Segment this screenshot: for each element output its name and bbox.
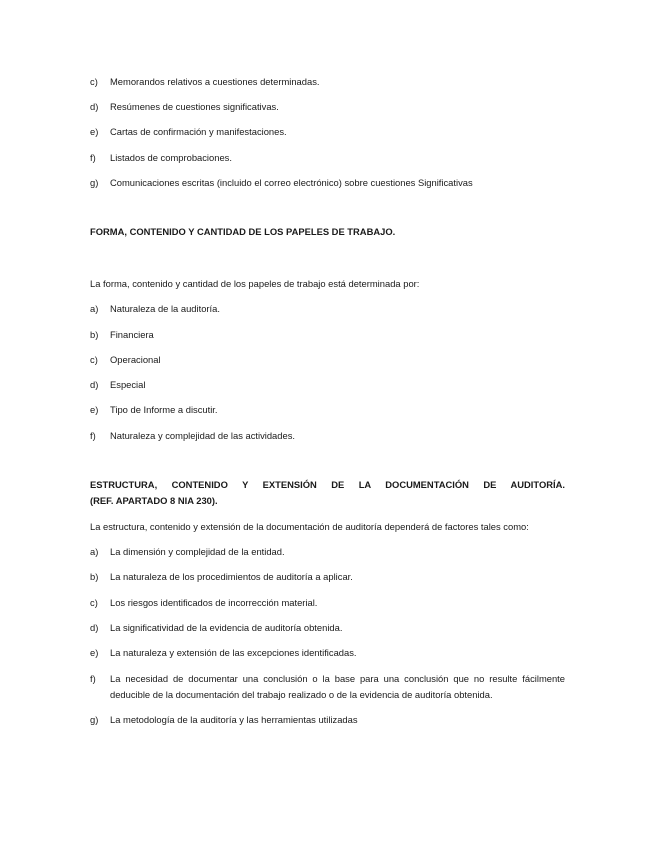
list-marker: f) (90, 152, 96, 163)
list-item (90, 377, 565, 392)
list-text: Financiera (110, 329, 154, 340)
section-heading: FORMA, CONTENIDO Y CANTIDAD DE LOS PAPELES DE TRABAJO. (90, 226, 396, 237)
list-text: Naturaleza de la auditoría. (110, 303, 220, 314)
list-item (90, 428, 565, 443)
list-item (90, 569, 565, 584)
list-marker: c) (90, 354, 98, 365)
list-marker: d) (90, 379, 99, 390)
list-item (90, 124, 565, 139)
list-text: La significatividad de la evidencia de auditoría obtenida. (110, 622, 343, 633)
list-text: La naturaleza de los procedimientos de auditoría a aplicar. (110, 571, 353, 582)
list-item (90, 671, 565, 702)
list-marker: f) (90, 673, 96, 684)
list-marker: e) (90, 404, 99, 415)
list-marker: g) (90, 714, 99, 725)
list-text: Tipo de Informe a discutir. (110, 404, 218, 415)
list-marker: b) (90, 571, 99, 582)
list-marker: g) (90, 177, 99, 188)
list-item (90, 175, 565, 190)
list-text: Operacional (110, 354, 161, 365)
list-item (90, 595, 565, 610)
list-item (90, 74, 565, 89)
list-marker: c) (90, 76, 98, 87)
list-item (90, 150, 565, 165)
list-text: La dimensión y complejidad de la entidad. (110, 546, 285, 557)
list-marker: a) (90, 546, 99, 557)
list-item (90, 301, 565, 316)
list-text: Resúmenes de cuestiones significativas. (110, 101, 279, 112)
list-text: Comunicaciones escritas (incluido el correo electrónico) sobre cuestiones Significativas (110, 177, 473, 188)
list-text: La naturaleza y extensión de las excepciones identificadas. (110, 647, 357, 658)
list-marker: a) (90, 303, 99, 314)
list-text: Listados de comprobaciones. (110, 152, 232, 163)
list-text: La necesidad de documentar una conclusión o la base para una conclusión que no resulte fácilmente deducible de la documentación del trabajo realizado o de la evidencia de auditoría obtenida. (110, 673, 565, 700)
list-item (90, 645, 565, 660)
list-marker: e) (90, 647, 99, 658)
list-text: Naturaleza y complejidad de las actividades. (110, 430, 295, 441)
list-item (90, 712, 565, 727)
list-marker: d) (90, 101, 99, 112)
section-intro: La forma, contenido y cantidad de los papeles de trabajo está determinada por: (90, 278, 420, 289)
list-marker: f) (90, 430, 96, 441)
list-marker: b) (90, 329, 99, 340)
list-item (90, 544, 565, 559)
list-marker: c) (90, 597, 98, 608)
list-item (90, 620, 565, 635)
list-item (90, 352, 565, 367)
section-heading: ESTRUCTURA, CONTENIDO Y EXTENSIÓN DE LA DOCUMENTACIÓN DE AUDITORÍA. (90, 479, 565, 490)
list-marker: d) (90, 622, 99, 633)
list-text: La metodología de la auditoría y las herramientas utilizadas (110, 714, 358, 725)
section-intro: La estructura, contenido y extensión de la documentación de auditoría dependerá de factores tales como: (90, 521, 529, 532)
list-text: Los riesgos identificados de incorrección material. (110, 597, 318, 608)
section-heading-ref: (REF. APARTADO 8 NIA 230). (90, 495, 218, 506)
list-text: Cartas de confirmación y manifestaciones. (110, 126, 287, 137)
list-text: Especial (110, 379, 146, 390)
list-marker: e) (90, 126, 99, 137)
list-text: Memorandos relativos a cuestiones determinadas. (110, 76, 320, 87)
list-item (90, 327, 565, 342)
list-item (90, 99, 565, 114)
list-item (90, 402, 565, 417)
